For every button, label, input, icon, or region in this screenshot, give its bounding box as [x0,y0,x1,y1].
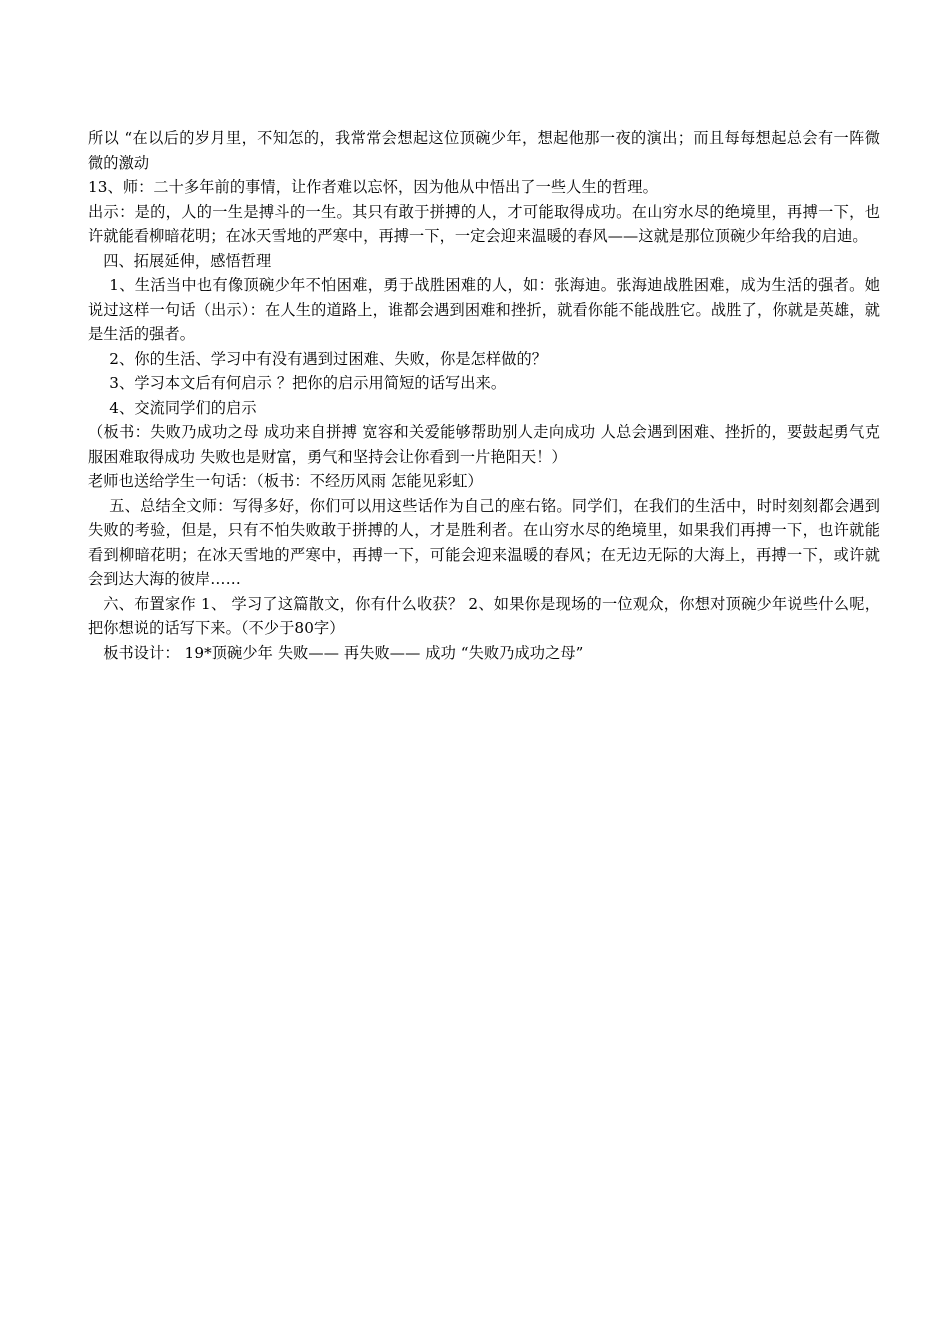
paragraph-item-1: 1、生活当中也有像顶碗少年不怕困难，勇于战胜困难的人，如：张海迪。张海迪战胜困难，成为生活的强者。她说过这样一句话（出示）：在人生的道路上，谁都会遇到困难和挫折，就看你能不能战胜它。战胜了，你就是英雄，就是生活的强者。 [88,276,880,343]
section-heading-6: 六、布置家作 1、 学习了这篇散文，你有什么收获？ 2、如果你是现场的一位观众，你想对顶碗少年说些什么呢，把你想说的话写下来。（不少于80字） [88,594,880,637]
paragraph-item-3: 3、学习本文后有何启示 ？把你的启示用简短的话写出来。 [109,374,507,392]
paragraph-quote: 所以 “在以后的岁月里，不知怎的，我常常会想起这位顶碗少年，想起他那一夜的演出；而且每每想起总会有一阵微微的激动 [88,129,880,172]
paragraph-item-4: 4、交流同学们的启示 [109,398,257,417]
paragraph-item-2: 2、你的生活、学习中有没有遇到过困难、失败，你是怎样做的？ [109,349,548,368]
paragraph-teacher-gift: 老师也送给学生一句话：（板书：不经历风雨 怎能见彩虹） [88,472,483,490]
document-body [88,126,880,665]
board-design: 板书设计： 19*顶碗少年 失败—— 再失败—— 成功 “失败乃成功之母” [103,643,584,662]
paragraph-board-notes: （板书：失败乃成功之母 成功来自拼搏 宽容和关爱能够帮助别人走向成功 人总会遇到困难、挫折的，要鼓起勇气克服困难取得成功 失败也是财富，勇气和坚持会让你看到一片艳阳天！） [88,423,880,466]
section-heading-5: 五、总结全文师：写得多好，你们可以用这些话作为自己的座右铭。同学们，在我们的生活中，时时刻刻都会遇到失败的考验，但是，只有不怕失败敢于拼搏的人，才是胜利者。在山穷水尽的绝境里，如果我们再搏一下，也许就能看到柳暗花明；在冰天雪地的严寒中，再搏一下，可能会迎来温暖的春风；在无边无际的大海上，再搏一下，或许就会到达大海的彼岸…… [88,496,880,588]
paragraph-teacher-13: 13、师：二十多年前的事情，让作者难以忘怀，因为他从中悟出了一些人生的哲理。 [88,178,658,196]
section-heading-4: 四、拓展延伸，感悟哲理 [103,251,272,270]
paragraph-show: 出示：是的，人的一生是搏斗的一生。其只有敢于拼搏的人，才可能取得成功。在山穷水尽的绝境里，再搏一下，也许就能看柳暗花明；在冰天雪地的严寒中，再搏一下，一定会迎来温暖的春风——这就是那位顶碗少年给我的启迪。 [88,202,880,245]
